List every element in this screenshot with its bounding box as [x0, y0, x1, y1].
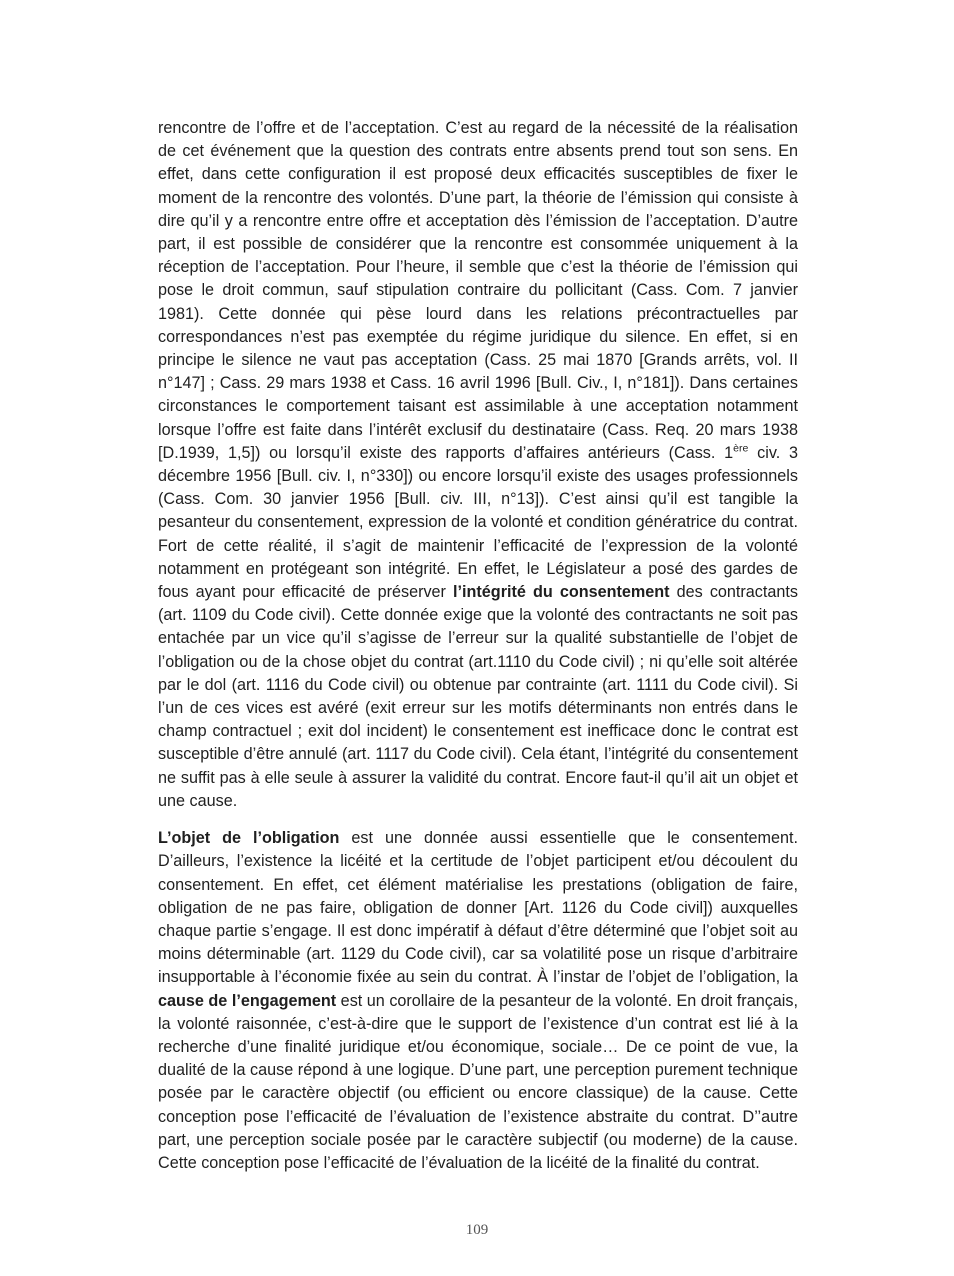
document-body: [158, 117, 798, 1175]
paragraph-object-cause: [158, 827, 798, 1175]
paragraph-text: rencontre de l’offre et de l’acceptation. C’est au regard de la nécessité de la réalisation de cet événement que la question des contrats entre absents prend tout son sens. En effet, dans cette configuration il est proposé deux efficacités susceptibles de fixer le moment de la rencontre des volontés. D’une part, la théorie de l’émission qui consiste à dire qu’il y a rencontre entre offre et acceptation dès l’émission de l’acceptation. D’autre part, il est possible de considérer que la rencontre est consommée uniquement à la réception de l’acceptation. Pour l’heure, il semble que c’est la théorie de l’émission qui pose le droit commun, sauf stipulation contraire du pollicitant (Cass. Com. 7 janvier 1981). Cette donnée qui pèse lourd dans les relations précontractuelles par correspondances n’est pas exemptée du régime juridique du silence. En effet, si en principe le silence ne vaut pas acceptation (Cass. 25 mai 1870 [Grands arrêts, vol. II n°147] ; Cass. 29 mars 1938 et Cass. 16 avril 1996 [Bull. Civ., I, n°181]). Dans certaines circonstances le comportement taisant est assimilable à une acceptation notamment lorsque l’offre est faite dans l’intérêt exclusif du destinataire (Cass. Req. 20 mars 1938 [D.1939, 1,5]) ou lorsqu’il existe des rapports d’affaires antérieurs (Cass. 1: [158, 119, 798, 462]
bold-term: l’intégrité du consentement: [453, 583, 670, 602]
bold-term: cause de l’engagement: [158, 991, 337, 1010]
paragraph-text: est une donnée aussi essentielle que le consentement. D’ailleurs, l’existence la licéité et la certitude de l’objet participent et/ou découlent du consentement. En effet, cet élément matérialise les prestations (obligation de faire, obligation de ne pas faire, obligation de donner [Art. 1126 du Code civil]) auxquelles chaque partie s’engage. Il est donc impératif à défaut d’être déterminé que l’objet soit au moins déterminable (art. 1129 du Code civil), car sa volatilité pose un risque d’arbitraire insupportable à l’économie fixée au sein du contrat. À l’instar de l’objet de l’obligation, la: [158, 829, 798, 987]
bold-term: L’objet de l’obligation: [158, 829, 340, 848]
paragraph-text: des contractants (art. 1109 du Code civil). Cette donnée exige que la volonté des contractants ne soit pas entachée par un vice qu’il s’agisse de l’erreur sur la qualité substantielle de l’objet de l’obligation ou de la chose objet du contrat (art.1110 du Code civil) ; ni qu’elle soit altérée par le dol (art. 1116 du Code civil) ou obtenue par contrainte (art. 1111 du Code civil). Si l’un de ces vices est avéré (exit erreur sur les motifs déterminants non entrés dans le champ contractuel ; exit dol incident) le consentement est inefficace donc le contrat est susceptible d’être annulé (art. 1117 du Code civil). Cela étant, l’intégrité du consentement ne suffit pas à elle seule à assurer la validité du contrat. Encore faut-il qu’il ait un objet et une cause.: [158, 583, 798, 810]
paragraph-text: est un corollaire de la pesanteur de la volonté. En droit français, la volonté raisonnée, c’est-à-dire que le support de l’existence d’un contrat est lié à la recherche d’une finalité juridique et/ou économique, sociale… De ce point de vue, la dualité de la cause répond à une logique. D’une part, une perception purement technique posée par le caractère objectif (ou efficient ou encore classique) de la cause. Cette conception pose l’efficacité de l’évaluation de l’existence abstraite du contrat. D’’autre part, une perception sociale posée par le caractère subjectif (ou moderne) de la cause. Cette conception pose l’efficacité de l’évaluation de la licéité de la finalité du contrat.: [158, 991, 798, 1172]
paragraph-consent: [158, 117, 798, 813]
paragraph-text: civ. 3 décembre 1956 [Bull. civ. I, n°330]) ou encore lorsqu’il existe des usages professionnels (Cass. Com. 30 janvier 1956 [Bull. civ. III, n°13]). C’est ainsi qu’il est tangible la pesanteur du consentement, expression de la volonté et condition génératrice du contrat. Fort de cette réalité, il s’agit de maintenir l’efficacité de l’expression de la volonté notamment en protégeant son intégrité. En effet, le Législateur a posé des gardes de fous ayant pour efficacité de préserver: [158, 443, 798, 602]
page-number: 109: [465, 1222, 489, 1238]
superscript-text: ère: [733, 442, 749, 455]
